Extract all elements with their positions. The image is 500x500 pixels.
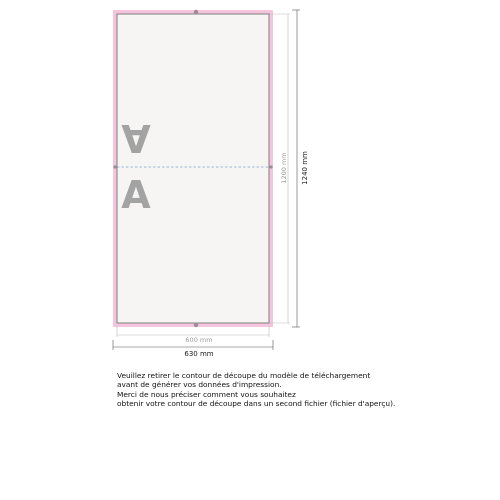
inner-width-dimension xyxy=(117,326,269,344)
back-side-letter: A xyxy=(121,116,151,160)
instruction-line: obtenir votre contour de découpe dans un second fichier (fichier d'aperçu). xyxy=(117,399,396,409)
fold-marker-right xyxy=(269,165,272,168)
instruction-line: Veuillez retirer le contour de découpe du modèle de téléchargement xyxy=(117,371,371,380)
outer-width-label: 630 mm xyxy=(184,350,214,358)
grommet-bottom xyxy=(194,323,198,327)
outer-height-dimension xyxy=(292,10,309,327)
grommet-top xyxy=(194,10,198,14)
instruction-line: Merci de nous préciser comment vous souhaitez xyxy=(117,389,296,399)
fold-marker-left xyxy=(113,165,116,168)
instructions-text xyxy=(117,371,487,409)
outer-height-label: 1240 mm xyxy=(301,151,309,185)
front-side-letter: A xyxy=(121,173,151,217)
print-panel xyxy=(117,14,269,323)
inner-width-label: 600 mm xyxy=(185,336,213,344)
inner-height-label: 1200 mm xyxy=(280,152,288,184)
instruction-line: avant de générer vos données d'impression. xyxy=(117,380,282,390)
